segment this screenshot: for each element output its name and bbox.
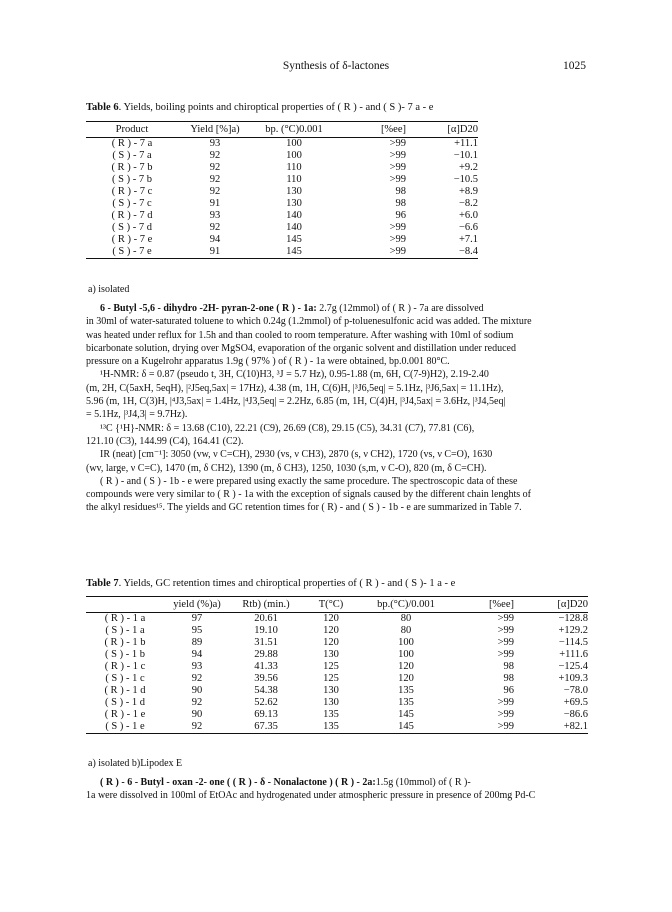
table7-body xyxy=(86,613,588,734)
table-cell: 20.61 xyxy=(254,613,278,624)
table-row xyxy=(86,625,588,637)
table7 xyxy=(86,596,588,734)
table-cell: ( S ) - 7 d xyxy=(112,222,152,233)
table7-caption-text: . Yields, GC retention times and chiroptical properties of ( R ) - and ( S )- 1 a - e xyxy=(118,578,456,589)
table6-col-header: [α]D20 xyxy=(406,122,478,138)
table-cell: 120 xyxy=(323,613,339,624)
table-cell: 130 xyxy=(323,685,339,696)
table-cell: >99 xyxy=(389,162,406,173)
para1-line-3: bicarbonate solution, drying over MgSO4, evaporation of the organic solvent and distillation under reduced xyxy=(86,342,516,354)
table-cell: 120 xyxy=(398,673,414,684)
table-cell: 90 xyxy=(191,685,203,696)
hnmr-line-2: 5.96 (m, 1H, C(3)H, |⁴J3,5ax| = 1.4Hz, |⁴J3,5eq| = 2.2Hz, 6.85 (m, 1H, C(4)H, |³J4,5ax| = 3.6Hz, |³J4,5eq| xyxy=(86,396,506,408)
rs-line-1: compounds were very similar to ( R ) - 1a with the exception of signals caused by the different chain lenghts of xyxy=(86,489,531,501)
table-cell: 92 xyxy=(209,222,221,233)
table-row xyxy=(86,174,478,186)
table-cell: 54.38 xyxy=(254,685,278,696)
table-cell: 145 xyxy=(360,721,452,734)
table-cell: 120 xyxy=(323,637,339,648)
table-cell: >99 xyxy=(452,721,514,734)
table-cell: −128.8 xyxy=(558,613,588,624)
table-cell: 130 xyxy=(323,649,339,660)
table-row xyxy=(86,150,478,162)
experimental-text xyxy=(86,302,588,515)
table-cell: +6.0 xyxy=(458,210,478,221)
table-cell: ( S ) - 1 b xyxy=(105,649,145,660)
table-cell: 100 xyxy=(398,637,414,648)
table-cell: >99 xyxy=(497,709,514,720)
table-row xyxy=(86,186,478,198)
table-row xyxy=(86,685,588,697)
table6 xyxy=(86,121,478,259)
table-cell: 100 xyxy=(286,138,302,149)
table7-col-header: [α]D20 xyxy=(514,597,588,613)
table-cell: ( R ) - 1 e xyxy=(104,709,146,720)
table-cell: +9.2 xyxy=(458,162,478,173)
table-cell: −114.5 xyxy=(558,637,588,648)
final-line-0: ( R ) - 6 - Butyl - oxan -2- one ( ( R ) - δ - Nonalactone ) ( R ) - 2a:1.5g (10mmol) of ( R )- xyxy=(100,777,471,788)
table-cell: 92 xyxy=(191,697,203,708)
table6-header-row xyxy=(86,122,478,138)
table-row xyxy=(86,210,478,222)
table-cell: 80 xyxy=(400,613,412,624)
final-paragraph xyxy=(86,776,588,803)
table-cell: ( R ) - 7 d xyxy=(111,210,153,221)
table-cell: 41.33 xyxy=(254,661,278,672)
table-cell: 145 xyxy=(398,709,414,720)
table-cell: 145 xyxy=(252,246,336,259)
table-cell: −10.5 xyxy=(453,174,478,185)
hnmr-line-0: ¹H-NMR: δ = 0.87 (pseudo t, 3H, C(10)H3, ³J = 5.7 Hz), 0.95-1.88 (m, 6H, C(7-9)H2), 2.19-2.40 xyxy=(100,369,489,381)
table-cell: >99 xyxy=(389,234,406,245)
table-cell: >99 xyxy=(389,138,406,149)
running-title: Synthesis of δ-lactones xyxy=(282,60,390,72)
table-cell: >99 xyxy=(497,625,514,636)
table-row xyxy=(86,649,588,661)
table7-col-header: [%ee] xyxy=(452,597,514,613)
table-cell: 98 xyxy=(503,673,514,684)
table-cell: +69.5 xyxy=(563,697,588,708)
table-cell: ( R ) - 1 c xyxy=(104,661,146,672)
table-cell: 140 xyxy=(286,222,302,233)
hnmr-line-3: = 5.1Hz, |³J4,3| = 9.7Hz). xyxy=(86,409,188,421)
table-row xyxy=(86,661,588,673)
table7-label: Table 7 xyxy=(86,578,119,589)
table-cell: 110 xyxy=(286,162,302,173)
table-cell: 29.88 xyxy=(254,649,278,660)
table-cell: 92 xyxy=(209,174,221,185)
cnmr-line-0: ¹³C {¹H}-NMR: δ = 13.68 (C10), 22.21 (C9), 26.69 (C8), 29.15 (C5), 34.31 (C7), 77.81 (C6), xyxy=(100,422,475,434)
table-cell: ( S ) - 7 c xyxy=(112,198,152,209)
table-cell: 92 xyxy=(209,150,221,161)
table-cell: −125.4 xyxy=(558,661,588,672)
table-cell: ( R ) - 1 a xyxy=(104,613,146,624)
para1-line-4: pressure on a Kugelrohr apparatus 1.9g ( 97% ) of ( R ) - 1a were obtained, bp.0.001 80°C. xyxy=(86,356,450,368)
table-cell: 92 xyxy=(209,162,221,173)
table-cell: >99 xyxy=(497,613,514,624)
table-cell: 90 xyxy=(191,709,203,720)
table7-col-header: T(°C) xyxy=(302,597,360,613)
table6-label: Table 6 xyxy=(86,102,119,113)
ir-line-0: IR (neat) [cm⁻¹]: 3050 (vw, ν C=CH), 2930 (vs, ν CH3), 2870 (s, ν CH2), 1720 (vs, ν C=O), 1630 xyxy=(100,449,493,461)
table-cell: 91 xyxy=(178,246,252,259)
table-row xyxy=(86,246,478,259)
table-cell: 92 xyxy=(164,721,230,734)
table-cell: 39.56 xyxy=(254,673,278,684)
table7-col-header: bp.(°C)/0.001 xyxy=(360,597,452,613)
final-title: ( R ) - 6 - Butyl - oxan -2- one ( ( R ) - δ - Nonalactone ) ( R ) - 2a: xyxy=(100,777,376,788)
table-cell: >99 xyxy=(389,222,406,233)
table-cell: 19.10 xyxy=(254,625,278,636)
para1-line-2: was heated under reflux for 1.5h and than cooled to room temperature. After washing with 10ml of sodium xyxy=(86,329,514,341)
table-cell: −86.6 xyxy=(563,709,588,720)
table-cell: ( S ) - 1 c xyxy=(105,673,145,684)
table-cell: 96 xyxy=(503,685,514,696)
table-row xyxy=(86,198,478,210)
table-cell: 130 xyxy=(286,186,302,197)
table-cell: −6.6 xyxy=(458,222,478,233)
rs-line-2: the alkyl residues¹⁵. The yields and GC retention times for ( R) - and ( S ) - 1b - e are summarized in Table 7. xyxy=(86,502,522,514)
ir-line-1: (wv, large, ν C=C), 1470 (m, δ CH2), 1390 (m, δ CH3), 1250, 1030 (s,m, ν C-O), 820 (m, δ C=CH). xyxy=(86,462,487,474)
table-cell: >99 xyxy=(497,697,514,708)
table6-footnote: a) isolated xyxy=(88,284,130,295)
table7-col-header xyxy=(86,597,164,613)
table-cell: 135 xyxy=(398,685,414,696)
para1-line-0: 6 - Butyl -5,6 - dihydro -2H- pyran-2-one ( R ) - 1a: 2.7g (12mmol) of ( R ) - 7a are dissolved xyxy=(100,303,484,314)
table-cell: 94 xyxy=(209,234,221,245)
table-cell: 130 xyxy=(323,697,339,708)
table-cell: 125 xyxy=(323,661,339,672)
table-row xyxy=(86,613,588,626)
table-cell: 98 xyxy=(395,198,406,209)
table-cell: +129.2 xyxy=(558,625,588,636)
table-row xyxy=(86,234,478,246)
table-cell: 89 xyxy=(191,637,203,648)
table-cell: 92 xyxy=(209,186,221,197)
table-cell: ( R ) - 7 e xyxy=(111,234,153,245)
table-row xyxy=(86,162,478,174)
table6-caption xyxy=(86,102,433,113)
table7-footnote: a) isolated b)Lipodex E xyxy=(88,758,183,769)
table-cell: ( S ) - 1 a xyxy=(105,625,145,636)
table-cell: +82.1 xyxy=(514,721,588,734)
table-cell: 100 xyxy=(398,649,414,660)
table-cell: ( R ) - 7 b xyxy=(111,162,153,173)
table-cell: 135 xyxy=(398,697,414,708)
page-number: 1025 xyxy=(563,60,586,72)
hnmr-line-1: (m, 2H, C(5axH, 5eqH), |²J5eq,5ax| = 17Hz), 4.38 (m, 1H, C(6)H, |³J6,5eq| = 5.1Hz, |³J6,5ax| = 11.1Hz), xyxy=(86,382,504,394)
table7-caption xyxy=(86,578,455,589)
table-cell: ( S ) - 1 e xyxy=(86,721,164,734)
table-cell: >99 xyxy=(389,174,406,185)
table-cell: >99 xyxy=(389,150,406,161)
table-cell: −78.0 xyxy=(563,685,588,696)
table-cell: 31.51 xyxy=(254,637,278,648)
table-cell: ( R ) - 7 a xyxy=(111,138,153,149)
table-cell: 96 xyxy=(395,210,406,221)
table-cell: 93 xyxy=(209,210,221,221)
table-cell: 130 xyxy=(286,198,302,209)
table-cell: 100 xyxy=(286,150,302,161)
table-cell: 94 xyxy=(191,649,203,660)
table-cell: >99 xyxy=(497,637,514,648)
table-cell: 125 xyxy=(323,673,339,684)
table-cell: >99 xyxy=(336,246,406,259)
table-cell: 120 xyxy=(398,661,414,672)
table-cell: >99 xyxy=(497,649,514,660)
table-row xyxy=(86,637,588,649)
table-cell: +11.1 xyxy=(454,138,478,149)
table-cell: 110 xyxy=(286,174,302,185)
table-cell: ( S ) - 1 d xyxy=(105,697,145,708)
rs-line-0: ( R ) - and ( S ) - 1b - e were prepared using exactly the same procedure. The spectroscopic data of these xyxy=(100,475,518,487)
table-cell: +8.9 xyxy=(458,186,478,197)
table-cell: 69.13 xyxy=(254,709,278,720)
table-row xyxy=(86,697,588,709)
table-cell: 92 xyxy=(191,673,203,684)
table7-col-header: Rtb) (min.) xyxy=(230,597,302,613)
table-cell: 140 xyxy=(286,210,302,221)
table-row xyxy=(86,138,478,151)
final-line-1: 1a were dissolved in 100ml of EtOAc and hydrogenated under atmospheric pressure in presence of 200mg Pd-C xyxy=(86,790,536,802)
table-cell: ( R ) - 1 d xyxy=(104,685,146,696)
table-row xyxy=(86,709,588,721)
table7-header-row xyxy=(86,597,588,613)
table-cell: 52.62 xyxy=(254,697,278,708)
table-cell: −10.1 xyxy=(453,150,478,161)
table-cell: −8.2 xyxy=(458,198,478,209)
table-cell: ( S ) - 7 a xyxy=(112,150,152,161)
table7-col-header: yield (%)a) xyxy=(164,597,230,613)
table-cell: ( S ) - 7 e xyxy=(86,246,178,259)
table-cell: 67.35 xyxy=(230,721,302,734)
table-cell: 93 xyxy=(209,138,221,149)
table-cell: 98 xyxy=(503,661,514,672)
table6-col-header: Product xyxy=(86,122,178,138)
para1-title: 6 - Butyl -5,6 - dihydro -2H- pyran-2-one ( R ) - 1a: xyxy=(100,303,317,314)
table6-col-header: Yield [%]a) xyxy=(178,122,252,138)
table-cell: +111.6 xyxy=(559,649,588,660)
table-cell: 135 xyxy=(323,709,339,720)
table-cell: 93 xyxy=(191,661,203,672)
cnmr-line-1: 121.10 (C3), 144.99 (C4), 164.41 (C2). xyxy=(86,435,244,447)
table-cell: +109.3 xyxy=(558,673,588,684)
table-cell: +7.1 xyxy=(458,234,478,245)
table-row xyxy=(86,721,588,734)
table-cell: 97 xyxy=(191,613,203,624)
table-cell: 95 xyxy=(191,625,203,636)
table-cell: 98 xyxy=(395,186,406,197)
table-cell: ( S ) - 7 b xyxy=(112,174,152,185)
table-cell: 80 xyxy=(400,625,412,636)
table-cell: ( R ) - 7 c xyxy=(111,186,153,197)
page-header xyxy=(86,60,586,76)
table-cell: ( R ) - 1 b xyxy=(104,637,146,648)
table6-col-header: bp. (°C)0.001 xyxy=(252,122,336,138)
para1-line-1: in 30ml of water-saturated toluene to which 0.24g (1.2mmol) of p-toluenesulfonic acid was added. The mixture xyxy=(86,316,532,328)
table-cell: 135 xyxy=(302,721,360,734)
table-cell: 91 xyxy=(209,198,221,209)
table6-col-header: [%ee] xyxy=(336,122,406,138)
table-cell: 145 xyxy=(286,234,302,245)
table-row xyxy=(86,673,588,685)
table6-caption-text: . Yields, boiling points and chiroptical properties of ( R ) - and ( S )- 7 a - e xyxy=(118,102,434,113)
table6-body xyxy=(86,138,478,259)
table-row xyxy=(86,222,478,234)
table-cell: −8.4 xyxy=(406,246,478,259)
table-cell: 120 xyxy=(323,625,339,636)
